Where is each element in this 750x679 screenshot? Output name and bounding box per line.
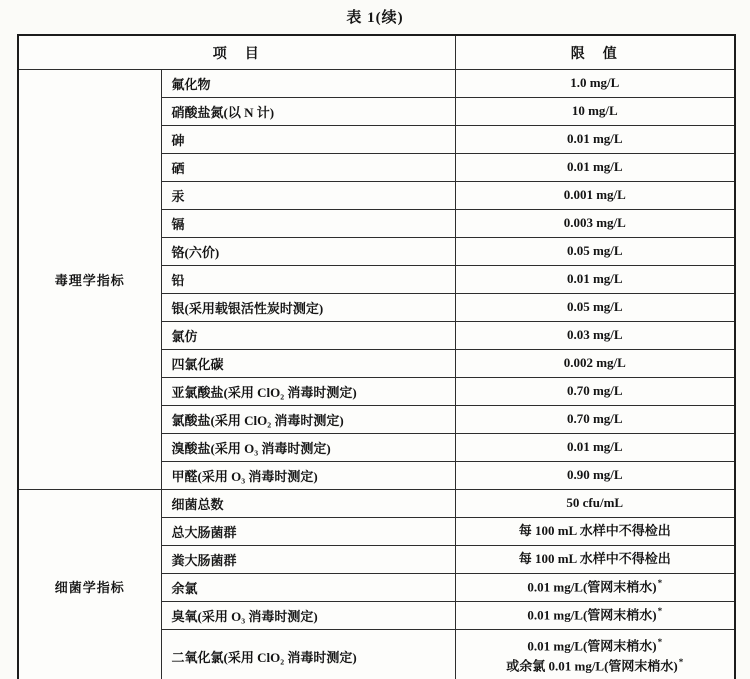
limit-cell [455, 406, 735, 434]
header-item-cell: 项 目 [18, 35, 455, 70]
limit-cell [455, 266, 735, 294]
table-title: 表 1(续) [346, 10, 404, 26]
group-cell: 毒理学指标 [18, 70, 161, 490]
item-cell: 汞 [161, 182, 455, 210]
item-cell: 砷 [161, 126, 455, 154]
water-quality-limits-table [17, 34, 736, 679]
limit-cell [455, 126, 735, 154]
limit-cell [455, 630, 735, 679]
limit-line: 1.0 mg/L [570, 75, 620, 91]
footnote-mark: * [678, 657, 684, 668]
limit-line: 每 100 mL 水样中不得检出 [518, 551, 671, 567]
limit-cell [455, 490, 735, 518]
limit-line: 0.01 mg/L [566, 159, 623, 175]
item-cell: 溴酸盐(采用 O₃ 消毒时测定) [161, 434, 455, 462]
limit-line: 每 100 mL 水样中不得检出 [518, 523, 671, 539]
limit-cell [455, 294, 735, 322]
limit-line: 10 mg/L [571, 103, 618, 119]
limit-line: 0.01 mg/L [566, 271, 623, 287]
limit-cell [455, 574, 735, 602]
footnote-mark: * [657, 606, 663, 617]
item-cell: 氟化物 [161, 70, 455, 98]
item-cell: 四氯化碳 [161, 350, 455, 378]
item-cell: 氯酸盐(采用 ClO₂ 消毒时测定) [161, 406, 455, 434]
header-row [18, 35, 735, 70]
limit-line: 0.05 mg/L [566, 299, 623, 315]
limit-line: 0.01 mg/L(管网末梢水)* [527, 636, 663, 654]
limit-cell [455, 462, 735, 490]
limit-line: 0.002 mg/L [563, 355, 626, 371]
item-cell: 总大肠菌群 [161, 518, 455, 546]
item-cell: 臭氧(采用 O₃ 消毒时测定) [161, 602, 455, 630]
limit-line: 0.003 mg/L [563, 215, 626, 231]
footnote-mark: * [657, 578, 663, 589]
item-cell: 氯仿 [161, 322, 455, 350]
limit-line: 0.001 mg/L [563, 187, 626, 203]
limit-cell [455, 350, 735, 378]
item-cell: 余氯 [161, 574, 455, 602]
limit-cell [455, 210, 735, 238]
limit-line: 0.01 mg/L(管网末梢水)* [527, 606, 663, 623]
limit-line: 50 cfu/mL [566, 495, 624, 511]
item-cell: 镉 [161, 210, 455, 238]
limit-line: 0.70 mg/L [566, 383, 623, 399]
limit-cell [455, 518, 735, 546]
item-cell: 亚氯酸盐(采用 ClO₂ 消毒时测定) [161, 378, 455, 406]
limit-line: 0.70 mg/L [566, 411, 623, 427]
limit-cell [455, 154, 735, 182]
table-row [18, 70, 735, 98]
item-cell: 甲醛(采用 O₃ 消毒时测定) [161, 462, 455, 490]
group-cell: 细菌学指标 [18, 490, 161, 679]
item-cell: 铬(六价) [161, 238, 455, 266]
item-cell: 硝酸盐氮(以 N 计) [161, 98, 455, 126]
limit-cell [455, 98, 735, 126]
limit-cell [455, 546, 735, 574]
item-cell: 铅 [161, 266, 455, 294]
table-row [18, 490, 735, 518]
limit-line: 0.90 mg/L [566, 467, 623, 483]
limit-cell [455, 602, 735, 630]
limit-line: 0.01 mg/L(管网末梢水)* [527, 578, 663, 595]
item-cell: 银(采用载银活性炭时测定) [161, 294, 455, 322]
limit-cell [455, 70, 735, 98]
item-cell: 二氧化氯(采用 ClO₂ 消毒时测定) [161, 630, 455, 679]
limit-line: 0.05 mg/L [566, 243, 623, 259]
limit-line: 0.01 mg/L [566, 439, 623, 455]
item-cell: 细菌总数 [161, 490, 455, 518]
limit-cell [455, 182, 735, 210]
footnote-mark: * [657, 636, 663, 647]
limit-line: 0.01 mg/L [566, 131, 623, 147]
limit-cell [455, 378, 735, 406]
limit-cell [455, 238, 735, 266]
limit-line: 或余氯 0.01 mg/L(管网末梢水)* [506, 657, 684, 674]
limit-line: 0.03 mg/L [566, 327, 623, 343]
limit-cell [455, 322, 735, 350]
item-cell: 硒 [161, 154, 455, 182]
header-limit-cell: 限 值 [455, 35, 735, 70]
item-cell: 粪大肠菌群 [161, 546, 455, 574]
limit-cell [455, 434, 735, 462]
